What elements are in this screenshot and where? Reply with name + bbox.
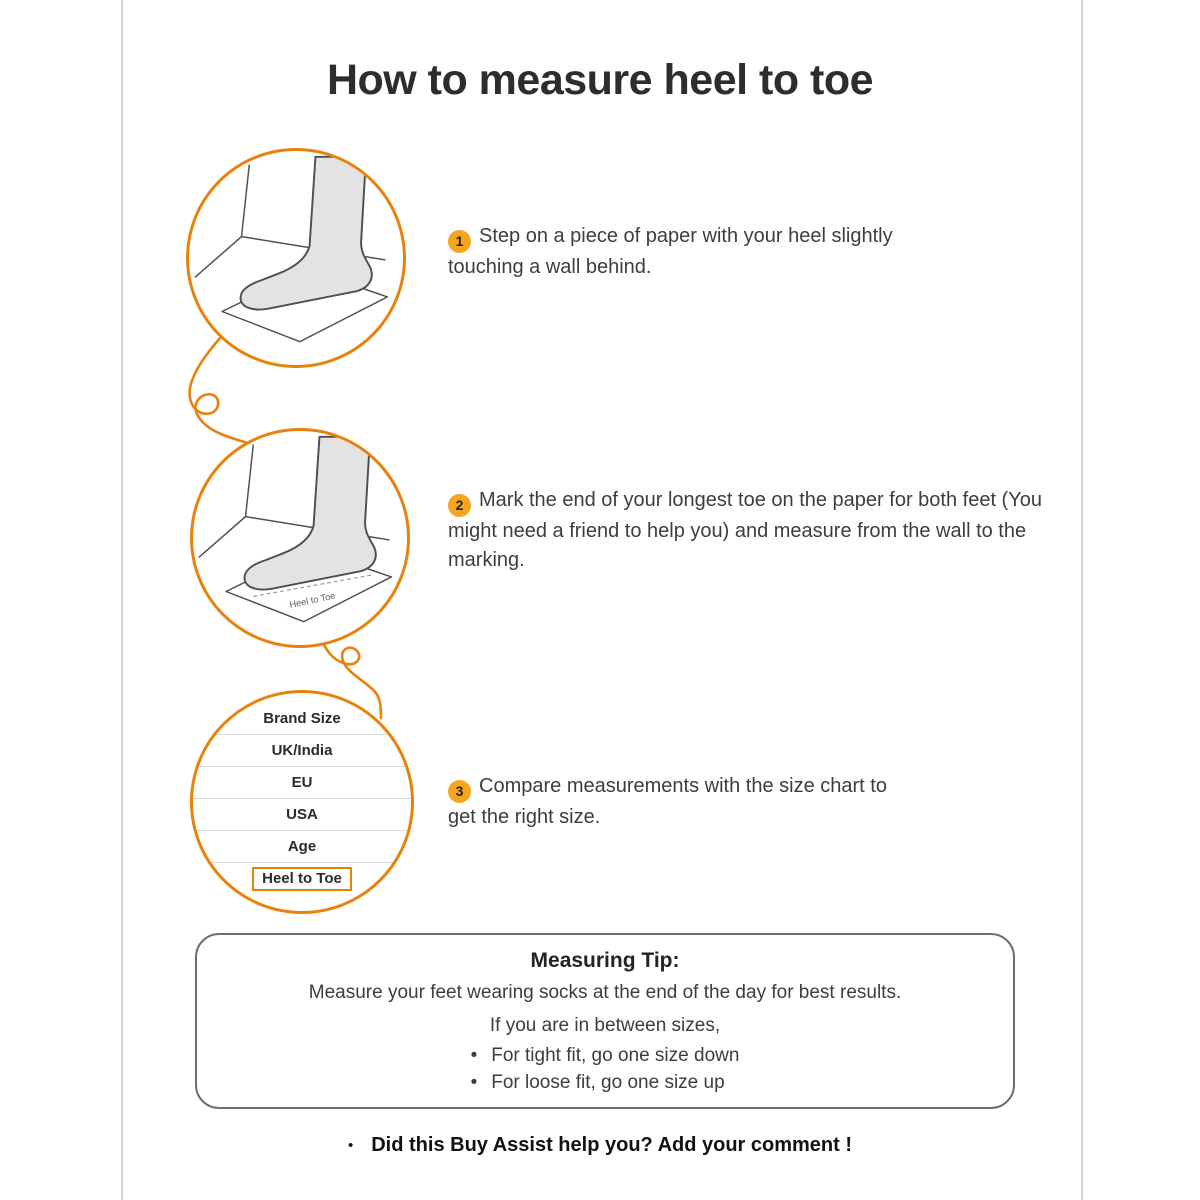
heel-to-toe-highlight-box: Heel to Toe — [252, 867, 352, 891]
step-1-text: Step on a piece of paper with your heel slightly touching a wall behind. — [448, 225, 893, 278]
measuring-tip-line1: Measure your feet wearing socks at the end of the day for best results. — [308, 982, 902, 1003]
tip-bullet-item: • For tight fit, go one size down — [471, 1042, 740, 1069]
size-chart-row: Age — [193, 831, 411, 863]
page-border-left — [121, 0, 123, 1200]
measuring-tip-title: Measuring Tip: — [530, 949, 680, 972]
size-chart-row: Brand Size — [193, 703, 411, 735]
foot-and-leg — [245, 437, 376, 590]
paper-label: Heel to Toe — [288, 590, 337, 610]
step-3-number-badge: 3 — [448, 780, 471, 803]
tip-bullet-item: • For loose fit, go one size up — [471, 1069, 740, 1096]
foot-and-leg — [241, 157, 372, 310]
page-border-right — [1081, 0, 1083, 1200]
step-3-text: Compare measurements with the size chart to get the right size. — [448, 775, 887, 828]
size-chart-row: UK/India — [193, 735, 411, 767]
size-chart-row: EU — [193, 767, 411, 799]
step-2 — [448, 486, 1078, 575]
step-2-text: Mark the end of your longest toe on the paper for both feet (You might need a friend to help you) and measure from the wall to the marking. — [448, 489, 1042, 571]
measuring-tip-line2: If you are in between sizes, — [489, 1015, 721, 1036]
foot-measure-drawing — [193, 431, 407, 645]
footer-bullet: • — [347, 1137, 354, 1154]
step-3 — [448, 772, 898, 832]
tip-bullet-list — [471, 1042, 740, 1096]
size-chart-row-highlighted — [193, 863, 411, 894]
size-chart-table — [193, 703, 411, 894]
footer-text: Did this Buy Assist help you? Add your comment ! — [371, 1134, 853, 1156]
page-title: How to measure heel to toe — [326, 56, 874, 104]
foot-on-paper-drawing — [189, 151, 403, 365]
step-1-number-badge: 1 — [448, 230, 471, 253]
size-chart-row: USA — [193, 799, 411, 831]
footer-note — [0, 1134, 1200, 1157]
step-1 — [448, 222, 963, 282]
measuring-tip-box — [195, 933, 1015, 1109]
step1-illustration — [186, 148, 406, 368]
size-chart-illustration — [190, 690, 414, 914]
step-2-number-badge: 2 — [448, 494, 471, 517]
step2-illustration — [190, 428, 410, 648]
